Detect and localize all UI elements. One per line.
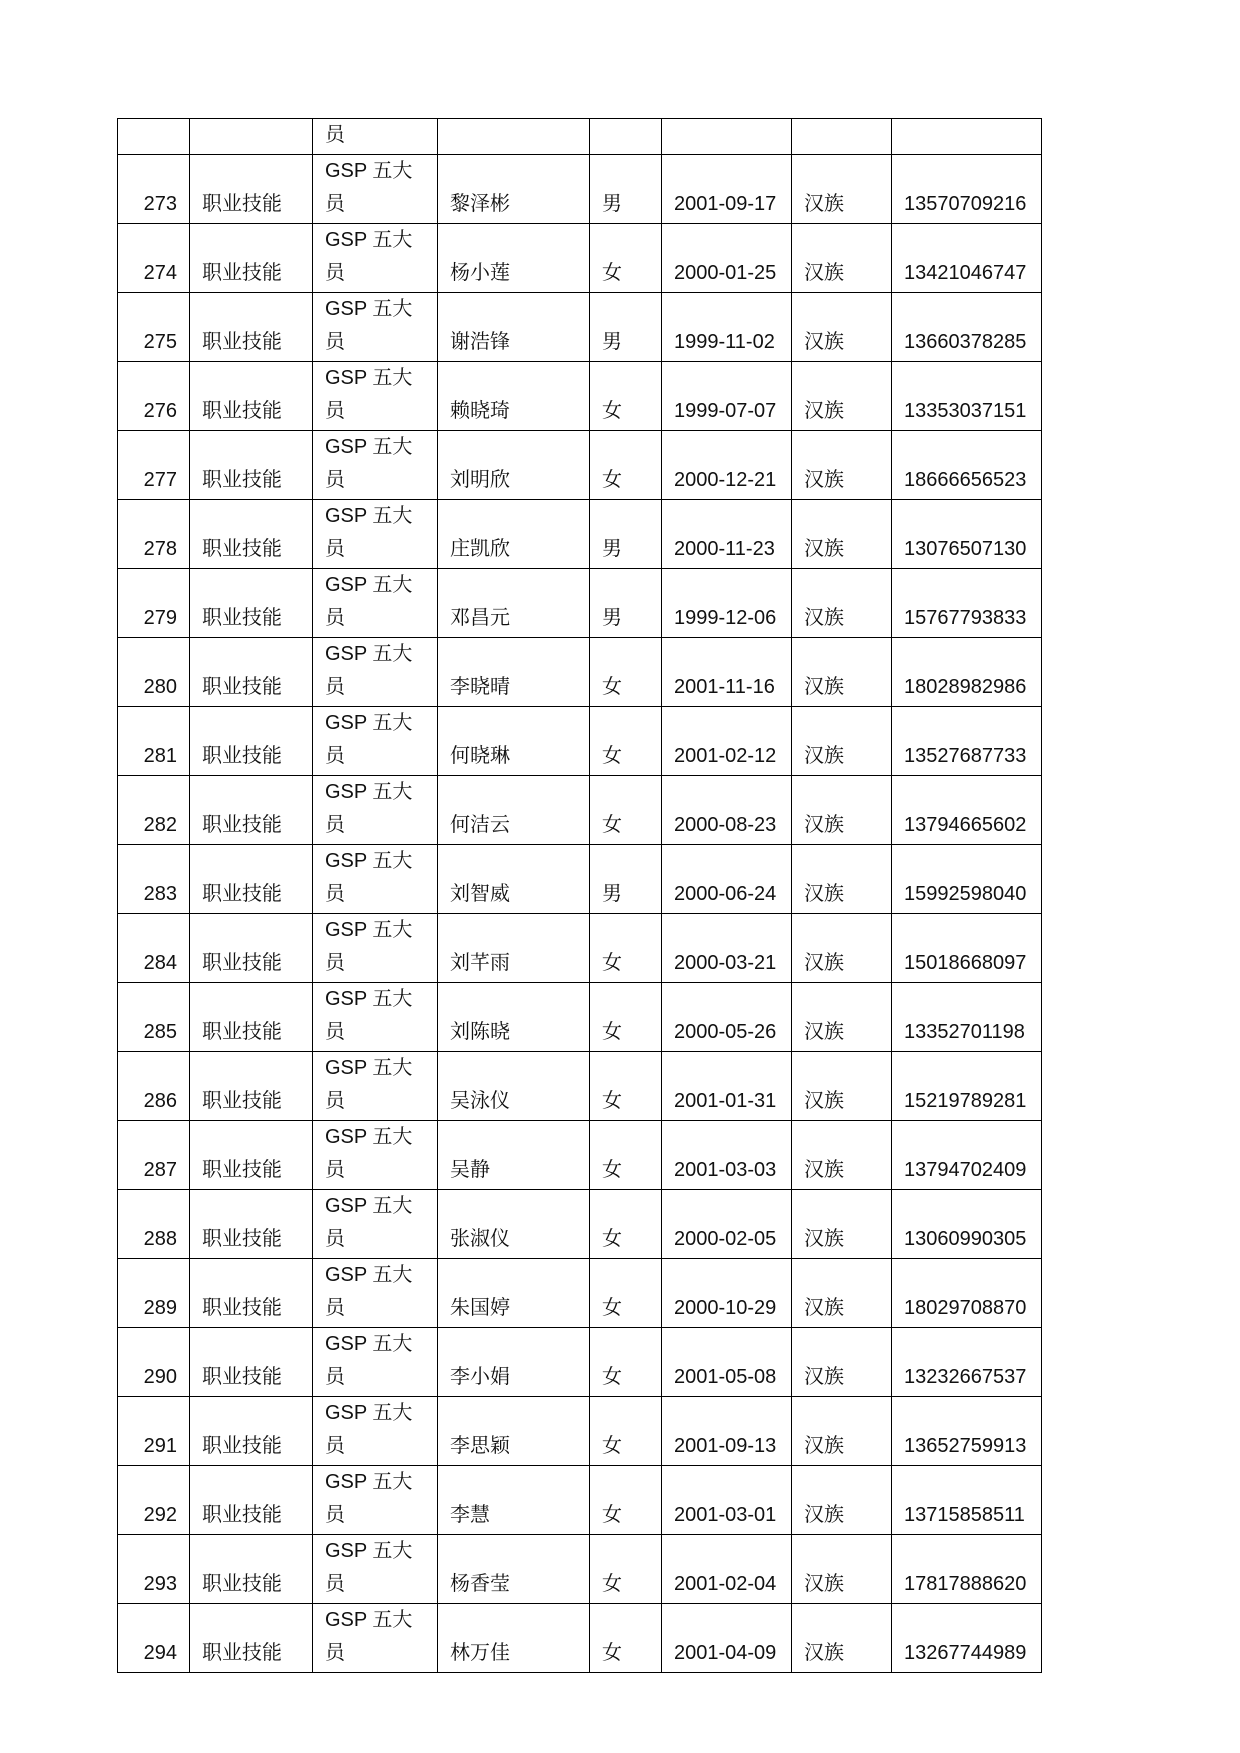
table-row <box>118 1052 1042 1121</box>
cell-name: 刘芊雨 <box>438 914 590 983</box>
cell-ethnicity <box>792 119 892 155</box>
table-row <box>118 914 1042 983</box>
course-line-1: GSP 五大 <box>325 229 413 251</box>
cell-category: 职业技能 <box>190 431 313 500</box>
cell-no: 281 <box>118 707 190 776</box>
cell-ethnicity: 汉族 <box>792 569 892 638</box>
table-row <box>118 1190 1042 1259</box>
table-row <box>118 431 1042 500</box>
cell-ethnicity: 汉族 <box>792 1259 892 1328</box>
cell-phone <box>892 119 1042 155</box>
cell-name: 赖晓琦 <box>438 362 590 431</box>
cell-gender: 男 <box>590 845 662 914</box>
cell-phone: 13353037151 <box>892 362 1042 431</box>
cell-phone: 13421046747 <box>892 224 1042 293</box>
cell-ethnicity: 汉族 <box>792 224 892 293</box>
course-line-1: GSP 五大 <box>325 160 413 182</box>
course-line-2: 员 <box>325 538 345 560</box>
cell-phone: 13352701198 <box>892 983 1042 1052</box>
table-row <box>118 500 1042 569</box>
course-line-2: 员 <box>325 814 345 836</box>
cell-name: 黎泽彬 <box>438 155 590 224</box>
cell-ethnicity: 汉族 <box>792 707 892 776</box>
cell-gender: 女 <box>590 431 662 500</box>
cell-category: 职业技能 <box>190 569 313 638</box>
cell-category: 职业技能 <box>190 1535 313 1604</box>
cell-phone: 13076507130 <box>892 500 1042 569</box>
cell-dob: 2001-03-01 <box>662 1466 792 1535</box>
cell-phone: 13060990305 <box>892 1190 1042 1259</box>
cell-ethnicity: 汉族 <box>792 1397 892 1466</box>
cell-dob: 2001-03-03 <box>662 1121 792 1190</box>
cell-ethnicity: 汉族 <box>792 500 892 569</box>
cell-course <box>313 707 438 776</box>
cell-gender: 女 <box>590 638 662 707</box>
cell-gender: 女 <box>590 224 662 293</box>
table-row <box>118 293 1042 362</box>
cell-course: 员 <box>313 119 438 155</box>
cell-no: 284 <box>118 914 190 983</box>
cell-course <box>313 431 438 500</box>
course-line-1: GSP 五大 <box>325 505 413 527</box>
table-row <box>118 1604 1042 1673</box>
cell-name: 杨小莲 <box>438 224 590 293</box>
cell-gender: 女 <box>590 1328 662 1397</box>
cell-ethnicity: 汉族 <box>792 1535 892 1604</box>
cell-phone: 17817888620 <box>892 1535 1042 1604</box>
cell-phone: 13715858511 <box>892 1466 1042 1535</box>
course-line-1: GSP 五大 <box>325 988 413 1010</box>
cell-no: 289 <box>118 1259 190 1328</box>
table-row <box>118 155 1042 224</box>
course-line-1: GSP 五大 <box>325 1264 413 1286</box>
cell-category: 职业技能 <box>190 362 313 431</box>
cell-ethnicity: 汉族 <box>792 776 892 845</box>
cell-phone: 13794665602 <box>892 776 1042 845</box>
cell-name: 庄凯欣 <box>438 500 590 569</box>
cell-category: 职业技能 <box>190 155 313 224</box>
cell-name: 林万佳 <box>438 1604 590 1673</box>
course-line-1: GSP 五大 <box>325 574 413 596</box>
cell-category <box>190 119 313 155</box>
course-line-1: GSP 五大 <box>325 1126 413 1148</box>
cell-ethnicity: 汉族 <box>792 914 892 983</box>
cell-course <box>313 1535 438 1604</box>
cell-course <box>313 1190 438 1259</box>
course-line-1: GSP 五大 <box>325 1333 413 1355</box>
cell-phone: 13570709216 <box>892 155 1042 224</box>
course-line-1: GSP 五大 <box>325 436 413 458</box>
cell-phone: 18029708870 <box>892 1259 1042 1328</box>
table-row <box>118 707 1042 776</box>
course-line-1: GSP 五大 <box>325 781 413 803</box>
cell-name: 朱国婷 <box>438 1259 590 1328</box>
cell-course <box>313 500 438 569</box>
cell-no: 278 <box>118 500 190 569</box>
cell-ethnicity: 汉族 <box>792 155 892 224</box>
cell-course <box>313 1328 438 1397</box>
table-row <box>118 983 1042 1052</box>
cell-ethnicity: 汉族 <box>792 1052 892 1121</box>
course-line-1: GSP 五大 <box>325 1471 413 1493</box>
cell-name: 刘明欣 <box>438 431 590 500</box>
cell-category: 职业技能 <box>190 1466 313 1535</box>
course-line-1: GSP 五大 <box>325 1609 413 1631</box>
cell-course <box>313 569 438 638</box>
cell-name: 张淑仪 <box>438 1190 590 1259</box>
course-line-2: 员 <box>325 400 345 422</box>
cell-phone: 13652759913 <box>892 1397 1042 1466</box>
cell-course <box>313 155 438 224</box>
course-line-2: 员 <box>325 1573 345 1595</box>
cell-dob: 2000-10-29 <box>662 1259 792 1328</box>
course-line-2: 员 <box>325 1228 345 1250</box>
table-row <box>118 776 1042 845</box>
cell-name: 刘陈晓 <box>438 983 590 1052</box>
cell-phone: 18028982986 <box>892 638 1042 707</box>
cell-dob: 2000-12-21 <box>662 431 792 500</box>
cell-dob: 2001-05-08 <box>662 1328 792 1397</box>
course-line-2: 员 <box>325 331 345 353</box>
cell-phone: 13794702409 <box>892 1121 1042 1190</box>
cell-category: 职业技能 <box>190 1604 313 1673</box>
cell-gender: 女 <box>590 983 662 1052</box>
course-line-1: GSP 五大 <box>325 919 413 941</box>
cell-gender: 女 <box>590 1052 662 1121</box>
cell-ethnicity: 汉族 <box>792 845 892 914</box>
cell-category: 职业技能 <box>190 1259 313 1328</box>
course-line-2: 员 <box>325 1642 345 1664</box>
course-line-2: 员 <box>325 1021 345 1043</box>
cell-no <box>118 119 190 155</box>
cell-no: 287 <box>118 1121 190 1190</box>
course-line-1: GSP 五大 <box>325 850 413 872</box>
course-line-2: 员 <box>325 193 345 215</box>
cell-gender: 女 <box>590 362 662 431</box>
course-line-2: 员 <box>325 1366 345 1388</box>
cell-course <box>313 914 438 983</box>
cell-category: 职业技能 <box>190 224 313 293</box>
cell-phone: 13660378285 <box>892 293 1042 362</box>
cell-dob: 2000-03-21 <box>662 914 792 983</box>
cell-gender: 女 <box>590 1190 662 1259</box>
cell-no: 286 <box>118 1052 190 1121</box>
cell-no: 276 <box>118 362 190 431</box>
cell-course <box>313 1052 438 1121</box>
cell-category: 职业技能 <box>190 1121 313 1190</box>
table-row <box>118 224 1042 293</box>
course-line-2: 员 <box>325 1504 345 1526</box>
cell-category: 职业技能 <box>190 983 313 1052</box>
cell-dob: 2001-01-31 <box>662 1052 792 1121</box>
cell-gender: 女 <box>590 1535 662 1604</box>
cell-phone: 13267744989 <box>892 1604 1042 1673</box>
cell-no: 288 <box>118 1190 190 1259</box>
cell-name: 何洁云 <box>438 776 590 845</box>
cell-no: 277 <box>118 431 190 500</box>
cell-gender: 女 <box>590 776 662 845</box>
cell-name: 吴静 <box>438 1121 590 1190</box>
course-line-2: 员 <box>325 1159 345 1181</box>
cell-category: 职业技能 <box>190 1328 313 1397</box>
course-line-1: GSP 五大 <box>325 643 413 665</box>
cell-no: 280 <box>118 638 190 707</box>
cell-category: 职业技能 <box>190 707 313 776</box>
table-row <box>118 1466 1042 1535</box>
course-line-2: 员 <box>325 469 345 491</box>
cell-no: 293 <box>118 1535 190 1604</box>
cell-course <box>313 1259 438 1328</box>
cell-dob: 2001-02-04 <box>662 1535 792 1604</box>
table-row <box>118 1259 1042 1328</box>
cell-course <box>313 1604 438 1673</box>
course-line-2: 员 <box>325 1297 345 1319</box>
cell-no: 279 <box>118 569 190 638</box>
cell-name: 刘智威 <box>438 845 590 914</box>
cell-dob <box>662 119 792 155</box>
course-line-2: 员 <box>325 883 345 905</box>
course-line-1: GSP 五大 <box>325 1540 413 1562</box>
cell-course <box>313 638 438 707</box>
cell-gender: 女 <box>590 1397 662 1466</box>
cell-no: 292 <box>118 1466 190 1535</box>
table-row <box>118 1121 1042 1190</box>
cell-course <box>313 1397 438 1466</box>
cell-dob: 2000-01-25 <box>662 224 792 293</box>
course-line-2: 员 <box>325 607 345 629</box>
cell-phone: 15219789281 <box>892 1052 1042 1121</box>
cell-no: 285 <box>118 983 190 1052</box>
cell-ethnicity: 汉族 <box>792 638 892 707</box>
cell-ethnicity: 汉族 <box>792 1604 892 1673</box>
cell-dob: 2001-04-09 <box>662 1604 792 1673</box>
cell-dob: 2000-11-23 <box>662 500 792 569</box>
cell-course <box>313 362 438 431</box>
course-line-1: GSP 五大 <box>325 1195 413 1217</box>
cell-gender: 女 <box>590 1121 662 1190</box>
cell-ethnicity: 汉族 <box>792 1466 892 1535</box>
cell-name: 李小娟 <box>438 1328 590 1397</box>
cell-course <box>313 293 438 362</box>
cell-course <box>313 776 438 845</box>
cell-name: 李晓晴 <box>438 638 590 707</box>
cell-dob: 2001-02-12 <box>662 707 792 776</box>
cell-no: 291 <box>118 1397 190 1466</box>
course-line-2: 员 <box>325 952 345 974</box>
cell-dob: 1999-12-06 <box>662 569 792 638</box>
cell-no: 282 <box>118 776 190 845</box>
cell-gender: 女 <box>590 707 662 776</box>
cell-name: 李思颖 <box>438 1397 590 1466</box>
cell-ethnicity: 汉族 <box>792 983 892 1052</box>
cell-course <box>313 224 438 293</box>
cell-gender: 男 <box>590 293 662 362</box>
cell-gender: 男 <box>590 569 662 638</box>
cell-gender: 男 <box>590 155 662 224</box>
cell-ethnicity: 汉族 <box>792 1328 892 1397</box>
cell-course <box>313 1466 438 1535</box>
cell-ethnicity: 汉族 <box>792 431 892 500</box>
course-line-1: GSP 五大 <box>325 367 413 389</box>
cell-name: 何晓琳 <box>438 707 590 776</box>
course-line-1: GSP 五大 <box>325 712 413 734</box>
cell-no: 290 <box>118 1328 190 1397</box>
cell-course <box>313 1121 438 1190</box>
table-row <box>118 362 1042 431</box>
cell-phone: 13527687733 <box>892 707 1042 776</box>
course-line-1: GSP 五大 <box>325 298 413 320</box>
table-row <box>118 1535 1042 1604</box>
cell-no: 283 <box>118 845 190 914</box>
cell-no: 273 <box>118 155 190 224</box>
cell-ethnicity: 汉族 <box>792 362 892 431</box>
cell-name: 吴泳仪 <box>438 1052 590 1121</box>
cell-no: 294 <box>118 1604 190 1673</box>
cell-dob: 2000-06-24 <box>662 845 792 914</box>
cell-gender: 男 <box>590 500 662 569</box>
cell-dob: 2001-09-13 <box>662 1397 792 1466</box>
course-line-1: GSP 五大 <box>325 1057 413 1079</box>
cell-gender <box>590 119 662 155</box>
cell-phone: 18666656523 <box>892 431 1042 500</box>
cell-dob: 2000-08-23 <box>662 776 792 845</box>
cell-course <box>313 845 438 914</box>
course-line-2: 员 <box>325 745 345 767</box>
cell-name <box>438 119 590 155</box>
cell-name: 杨香莹 <box>438 1535 590 1604</box>
cell-no: 275 <box>118 293 190 362</box>
course-line-2: 员 <box>325 262 345 284</box>
cell-phone: 13232667537 <box>892 1328 1042 1397</box>
table-row <box>118 569 1042 638</box>
cell-category: 职业技能 <box>190 845 313 914</box>
table-row <box>118 845 1042 914</box>
cell-dob: 2001-11-16 <box>662 638 792 707</box>
cell-phone: 15018668097 <box>892 914 1042 983</box>
cell-name: 谢浩锋 <box>438 293 590 362</box>
cell-gender: 女 <box>590 914 662 983</box>
cell-category: 职业技能 <box>190 638 313 707</box>
cell-phone: 15992598040 <box>892 845 1042 914</box>
course-line-1: GSP 五大 <box>325 1402 413 1424</box>
cell-category: 职业技能 <box>190 500 313 569</box>
cell-dob: 2000-02-05 <box>662 1190 792 1259</box>
cell-gender: 女 <box>590 1259 662 1328</box>
cell-category: 职业技能 <box>190 1397 313 1466</box>
cell-ethnicity: 汉族 <box>792 293 892 362</box>
cell-gender: 女 <box>590 1466 662 1535</box>
cell-category: 职业技能 <box>190 914 313 983</box>
cell-dob: 2001-09-17 <box>662 155 792 224</box>
cell-name: 邓昌元 <box>438 569 590 638</box>
cell-category: 职业技能 <box>190 293 313 362</box>
cell-course <box>313 983 438 1052</box>
cell-ethnicity: 汉族 <box>792 1121 892 1190</box>
course-line-2: 员 <box>325 676 345 698</box>
cell-name: 李慧 <box>438 1466 590 1535</box>
cell-phone: 15767793833 <box>892 569 1042 638</box>
cell-gender: 女 <box>590 1604 662 1673</box>
course-line-2: 员 <box>325 1435 345 1457</box>
table-row-continuation <box>118 119 1042 155</box>
cell-ethnicity: 汉族 <box>792 1190 892 1259</box>
cell-dob: 1999-07-07 <box>662 362 792 431</box>
course-line-2: 员 <box>325 1090 345 1112</box>
roster-table <box>117 118 1042 1673</box>
cell-dob: 1999-11-02 <box>662 293 792 362</box>
table-row <box>118 1328 1042 1397</box>
cell-no: 274 <box>118 224 190 293</box>
table-row <box>118 1397 1042 1466</box>
cell-category: 职业技能 <box>190 776 313 845</box>
cell-category: 职业技能 <box>190 1052 313 1121</box>
cell-dob: 2000-05-26 <box>662 983 792 1052</box>
table-row <box>118 638 1042 707</box>
cell-category: 职业技能 <box>190 1190 313 1259</box>
